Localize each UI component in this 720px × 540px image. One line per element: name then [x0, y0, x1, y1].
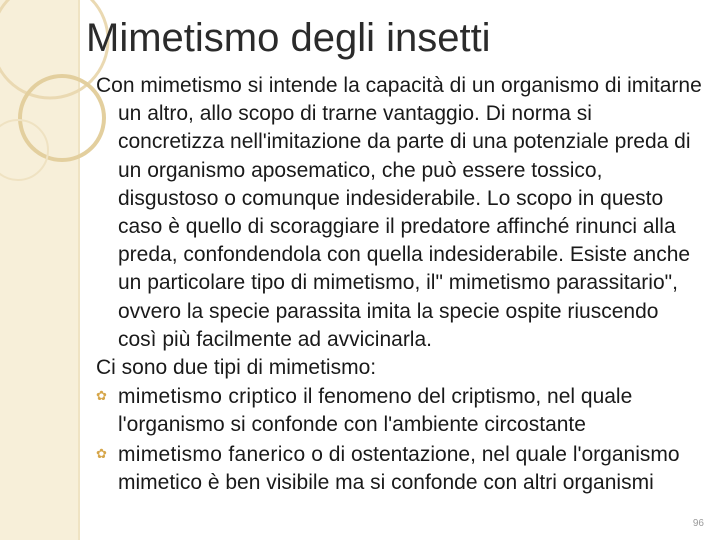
- decorative-ring-small: [0, 120, 48, 180]
- flower-bullet-icon: ✿: [96, 388, 107, 404]
- bullet-phaneric-mimicry: [96, 440, 702, 497]
- flower-bullet-icon: ✿: [96, 445, 107, 461]
- bullet-cryptic-mimicry: [96, 382, 702, 439]
- types-intro-paragraph: Ci sono due tipi di mimetismo:: [96, 356, 377, 380]
- slide-body: [96, 72, 702, 497]
- slide-title: Mimetismo degli insetti: [86, 16, 491, 60]
- bullet-term: mimetismo fanerico: [118, 442, 306, 466]
- page-number: 96: [692, 518, 704, 529]
- intro-paragraph: Con mimetismo si intende la capacità di un organismo di imitarne un altro, allo scopo di trarne vantaggio. Di norma si concretizza nell'imitazione da parte di una potenziale preda di un organismo aposematico, che può essere tossico, disgustoso o comunque indesiderabile. Lo scopo in questo caso è quello di scoraggiare il predatore affinché rinunci alla preda, confondendola con quella indesiderabile. Esiste anche un particolare tipo di mimetismo, il" mimetismo parassitario", ovvero la specie parassita imita la specie ospite riuscendo così più facilmente ad avvicinarla.: [96, 74, 702, 351]
- bullet-term: mimetismo criptico: [118, 385, 298, 409]
- bullet-text: o di ostentazione, nel quale l'organismo mimetico è ben visibile ma si confonde con altri organismi: [118, 442, 680, 494]
- decorative-ring-medium: [20, 76, 104, 160]
- bullet-text: il fenomeno del criptismo, nel quale l'organismo si confonde con l'ambiente circostante: [118, 385, 633, 437]
